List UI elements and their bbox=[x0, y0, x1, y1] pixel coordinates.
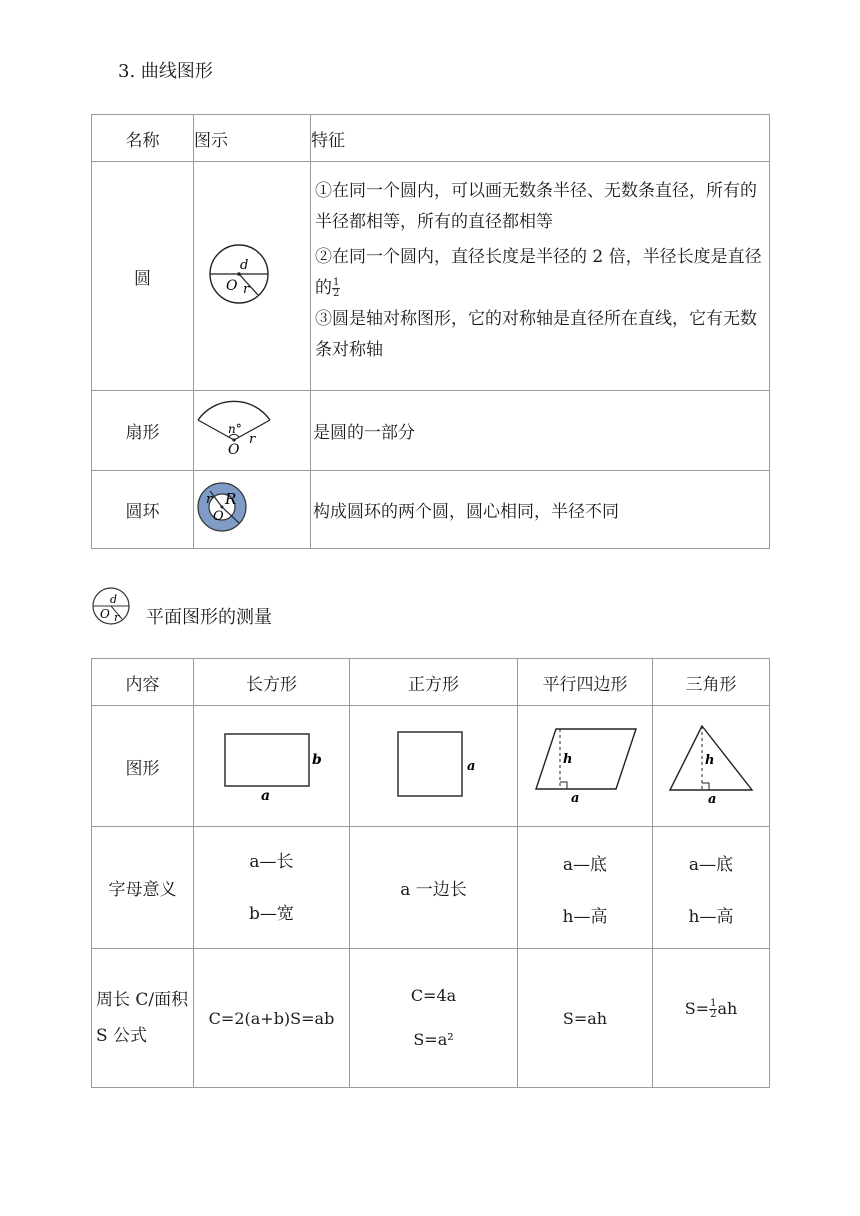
para-label-a: a bbox=[571, 790, 580, 805]
triangle-formula-cell bbox=[653, 949, 770, 1088]
header-content: 内容 bbox=[92, 659, 194, 706]
circle-diagram-icon bbox=[196, 242, 282, 306]
rect-label-a: a bbox=[260, 787, 270, 802]
row-ring-feature: 构成圆环的两个圆，圆心相同，半径不同 bbox=[311, 471, 770, 549]
circle-feature-1: ①在同一个圆内，可以画无数条半径、无数条直径，所有的半径都相等，所有的直径都相等 bbox=[315, 181, 757, 232]
triangle-diagram bbox=[666, 722, 756, 806]
square-formula-cell bbox=[350, 949, 518, 1088]
header-parallelogram: 平行四边形 bbox=[518, 659, 653, 706]
row-circle-figure bbox=[194, 162, 311, 391]
ring-label-o: O bbox=[213, 509, 224, 524]
header-rectangle: 长方形 bbox=[194, 659, 350, 706]
bullet-label-o: O bbox=[100, 607, 110, 621]
tri-label-h: h bbox=[705, 752, 715, 768]
square-perimeter-formula: C=4a bbox=[410, 986, 457, 1005]
header-figure: 图示 bbox=[194, 115, 311, 162]
square-label-a: a bbox=[466, 758, 475, 774]
square-area-formula: S=a² bbox=[413, 1030, 454, 1049]
fraction-numerator: 1 bbox=[333, 277, 340, 288]
row-sector-feature: 是圆的一部分 bbox=[311, 391, 770, 471]
row-circle-features bbox=[311, 162, 770, 391]
rect-meaning-b: b—宽 bbox=[249, 903, 294, 924]
row-label-meaning: 字母意义 bbox=[92, 827, 194, 949]
sector-label-r: r bbox=[249, 432, 256, 447]
rectangle-meaning-cell bbox=[194, 827, 350, 949]
square-meaning-cell bbox=[350, 827, 518, 949]
parallelogram-figure-cell bbox=[518, 706, 653, 827]
rectangle-figure-cell bbox=[194, 706, 350, 827]
tri-fraction-num: 1 bbox=[710, 998, 717, 1009]
ring-label-r: r bbox=[206, 492, 213, 507]
header-feature: 特征 bbox=[311, 115, 770, 162]
fraction-denominator: 2 bbox=[333, 288, 340, 299]
rect-meaning-a: a—长 bbox=[249, 851, 294, 872]
row-circle-name: 圆 bbox=[92, 162, 194, 391]
circle-feature-3: ③圆是轴对称图形，它的对称轴是直径所在直线，它有无数条对称轴 bbox=[315, 309, 757, 360]
header-square: 正方形 bbox=[350, 659, 518, 706]
header-name: 名称 bbox=[92, 115, 194, 162]
tri-meaning-h: h—高 bbox=[688, 906, 734, 927]
tri-meaning-a: a—底 bbox=[688, 854, 734, 875]
triangle-meaning-cell bbox=[653, 827, 770, 949]
triangle-figure-cell bbox=[653, 706, 770, 827]
circle-label-o: O bbox=[226, 277, 238, 294]
rectangle-formula-cell: C=2(a+b)S=ab bbox=[194, 949, 350, 1088]
para-label-h: h bbox=[563, 751, 573, 767]
section-heading-measurement: 平面图形的测量 bbox=[146, 607, 272, 628]
row-label-figure: 图形 bbox=[92, 706, 194, 827]
sector-label-o: O bbox=[228, 442, 240, 458]
parallelogram-meaning-cell bbox=[518, 827, 653, 949]
tri-formula-suffix: ah bbox=[717, 999, 738, 1018]
para-meaning-a: a—底 bbox=[562, 854, 608, 875]
bullet-label-d: d bbox=[110, 593, 118, 606]
curved-shapes-table bbox=[91, 114, 770, 549]
sector-label-n: n° bbox=[228, 422, 242, 436]
para-meaning-h: h—高 bbox=[562, 906, 608, 927]
section-heading-curved-shapes: 3. 曲线图形 bbox=[118, 61, 213, 82]
ring-label-R: R bbox=[225, 490, 237, 508]
row-sector-name: 扇形 bbox=[92, 391, 194, 471]
ring-diagram-icon bbox=[196, 481, 252, 533]
measurement-table bbox=[91, 658, 770, 1088]
circle-bullet-icon bbox=[88, 586, 138, 626]
tri-fraction-den: 2 bbox=[710, 1009, 717, 1020]
circle-label-d: d bbox=[240, 257, 249, 273]
parallelogram-diagram bbox=[530, 723, 640, 805]
square-diagram bbox=[386, 726, 482, 802]
square-figure-cell bbox=[350, 706, 518, 827]
circle-label-r: r bbox=[243, 281, 250, 297]
square-meaning-a: a 一边长 bbox=[400, 880, 467, 900]
tri-label-a: a bbox=[708, 791, 717, 806]
row-ring-name: 圆环 bbox=[92, 471, 194, 549]
circle-fraction bbox=[332, 278, 340, 299]
rect-label-b: b bbox=[311, 751, 322, 768]
header-triangle: 三角形 bbox=[653, 659, 770, 706]
circle-feature-2 bbox=[315, 242, 767, 304]
row-ring-figure bbox=[194, 471, 311, 549]
tri-formula-prefix: S= bbox=[684, 999, 710, 1018]
row-label-formula: 周长 C/面积 S 公式 bbox=[92, 949, 194, 1088]
sector-diagram-icon bbox=[196, 398, 276, 458]
parallelogram-formula-cell: S=ah bbox=[518, 949, 653, 1088]
row-sector-figure bbox=[194, 391, 311, 471]
circle-feature-2-text: ②在同一个圆内，直径长度是半径的 2 倍，半径长度是直径的 bbox=[315, 247, 762, 298]
rectangle-diagram bbox=[217, 726, 327, 802]
bullet-label-r: r bbox=[114, 611, 120, 624]
